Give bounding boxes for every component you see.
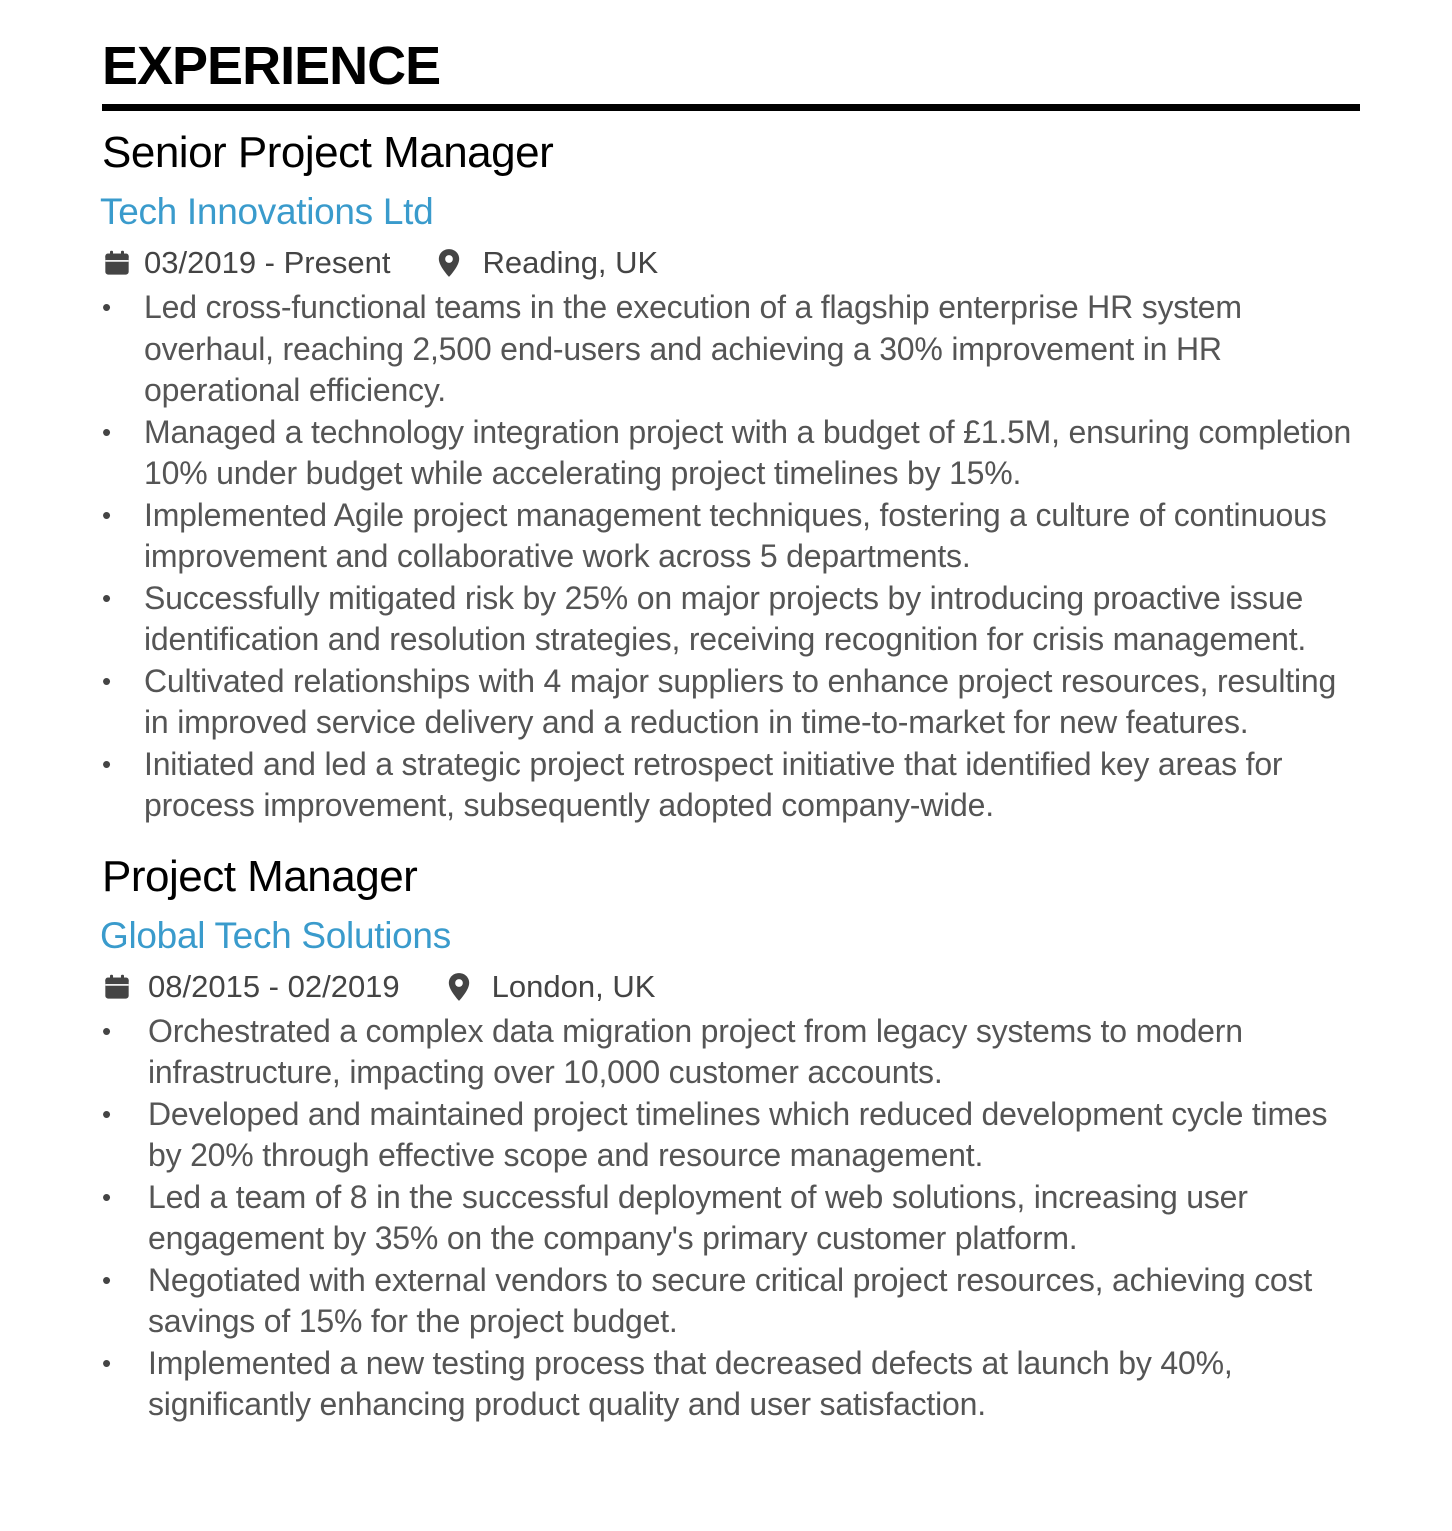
job-entry xyxy=(102,125,1360,827)
list-item: • Orchestrated a complex data migration project from legacy systems to modern infrastructure, impacting over 10,000 customer accounts. xyxy=(102,1011,1360,1094)
job-entry xyxy=(102,849,1360,1426)
list-item: • Cultivated relationships with 4 major suppliers to enhance project resources, resulting in improved service delivery and a reduction in time-to-market for new features. xyxy=(102,661,1360,744)
list-item: • Developed and maintained project timelines which reduced development cycle times by 20% through effective scope and resource management. xyxy=(102,1094,1360,1177)
job-location: London, UK xyxy=(491,968,656,1004)
list-item: • Implemented a new testing process that decreased defects at launch by 40%, significantly enhancing product quality and user satisfaction. xyxy=(102,1343,1360,1426)
job-title: Project Manager xyxy=(102,851,418,901)
job-meta xyxy=(102,965,1360,1009)
section-divider xyxy=(102,104,1360,111)
section-title: EXPERIENCE xyxy=(102,36,441,96)
company-name: Global Tech Solutions xyxy=(100,914,451,956)
company-name: Tech Innovations Ltd xyxy=(100,191,434,232)
job-bullets xyxy=(102,1011,1360,1426)
job-location: Reading, UK xyxy=(482,245,659,280)
list-item: • Managed a technology integration project with a budget of £1.5M, ensuring completion 10% under budget while accelerating project timelines by 15%. xyxy=(102,412,1360,495)
list-item: • Led a team of 8 in the successful deployment of web solutions, increasing user engagement by 35% on the company's primary customer platform. xyxy=(102,1177,1360,1260)
job-bullets xyxy=(102,287,1360,827)
list-item: • Initiated and led a strategic project retrospect initiative that identified key areas for process improvement, subsequently adopted company-wide. xyxy=(102,744,1360,827)
calendar-icon xyxy=(102,972,132,1002)
map-pin-icon xyxy=(444,972,474,1002)
list-item: • Led cross-functional teams in the execution of a flagship enterprise HR system overhaul, reaching 2,500 end-users and achieving a 30% improvement in HR operational efficiency. xyxy=(102,287,1360,412)
job-title: Senior Project Manager xyxy=(102,128,554,177)
calendar-icon xyxy=(102,248,132,278)
list-item: • Implemented Agile project management techniques, fostering a culture of continuous improvement and collaborative work across 5 departments. xyxy=(102,495,1360,578)
job-dates: 03/2019 - Present xyxy=(144,245,391,280)
job-dates: 08/2015 - 02/2019 xyxy=(148,968,400,1004)
map-pin-icon xyxy=(434,248,464,278)
job-meta xyxy=(102,241,1360,285)
list-item: • Negotiated with external vendors to secure critical project resources, achieving cost savings of 15% for the project budget. xyxy=(102,1260,1360,1343)
list-item: • Successfully mitigated risk by 25% on major projects by introducing proactive issue identification and resolution strategies, receiving recognition for crisis management. xyxy=(102,578,1360,661)
